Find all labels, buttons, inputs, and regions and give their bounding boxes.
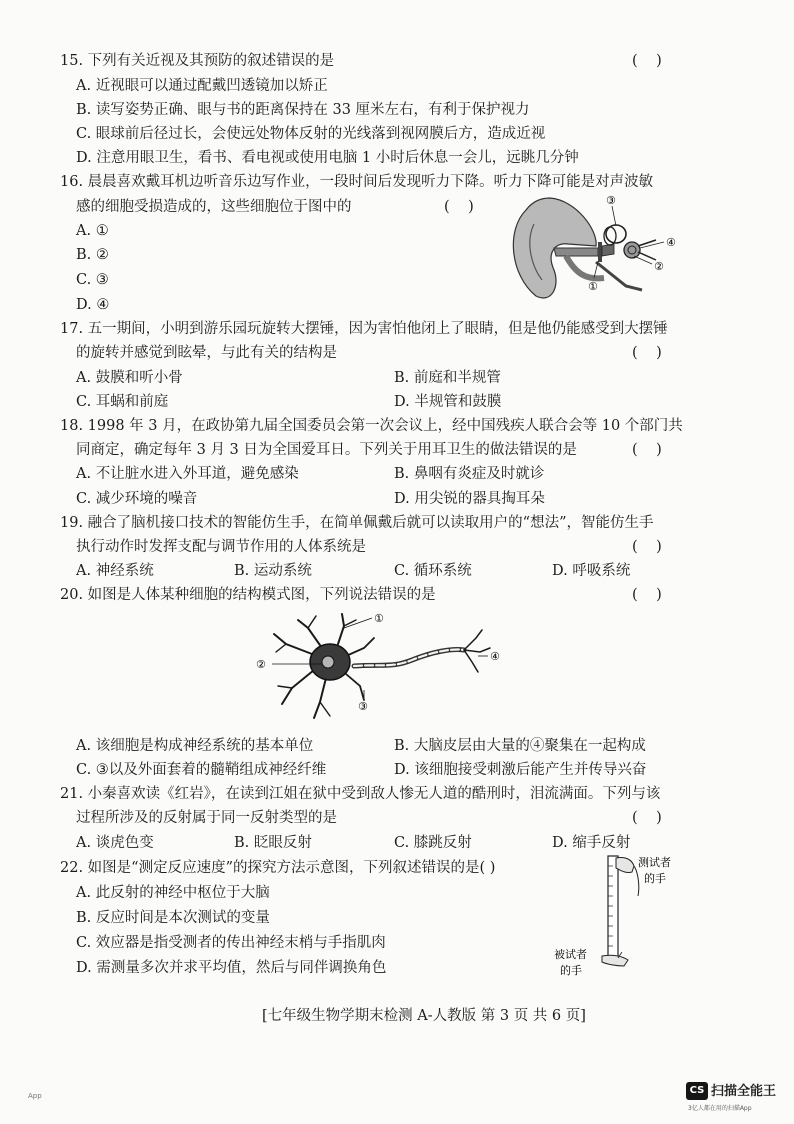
- q17-answer-paren: ( ): [632, 345, 662, 361]
- q22-stem: 22. 如图是“测定反应速度”的探究方法示意图，下列叙述错误的是( ): [60, 860, 496, 876]
- ear-diagram: [506, 190, 686, 304]
- q21-option-c: C. 膝跳反射: [394, 835, 472, 851]
- tested-label-line1: 被试者: [554, 948, 587, 961]
- neuron-label-3: ③: [358, 700, 368, 713]
- q17-option-d: D. 半规管和鼓膜: [394, 394, 502, 410]
- reaction-test-diagram: [552, 852, 702, 978]
- tester-label-line1: 测试者: [638, 856, 671, 869]
- tester-label-line2: 的手: [644, 872, 666, 885]
- q19-option-b: B. 运动系统: [234, 563, 312, 579]
- q19-option-c: C. 循环系统: [394, 563, 472, 579]
- q22-option-c: C. 效应器是指受测者的传出神经末梢与手指肌肉: [76, 935, 386, 951]
- q21-stem-line1: 21. 小秦喜欢读《红岩》，在读到江姐在狱中受到敌人惨无人道的酷刑时，泪流满面。下列与该: [60, 786, 661, 802]
- q19-stem-line1: 19. 融合了脑机接口技术的智能仿生手，在简单佩戴后就可以读取用户的“想法”，智能仿生手: [60, 515, 654, 531]
- q19-option-d: D. 呼吸系统: [552, 563, 631, 579]
- q15-option-a: A. 近视眼可以通过配戴凹透镜加以矫正: [76, 78, 328, 94]
- q22-option-a: A. 此反射的神经中枢位于大脑: [76, 885, 270, 901]
- q19-stem-line2: 执行动作时发挥支配与调节作用的人体系统是: [76, 539, 366, 555]
- neuron-label-4: ④: [490, 650, 500, 663]
- q17-stem-line2: 的旋转并感觉到眩晕，与此有关的结构是: [76, 345, 337, 361]
- q21-option-d: D. 缩手反射: [552, 835, 631, 851]
- q16-option-d: D. ④: [76, 297, 110, 313]
- q18-stem-line2: 同商定，确定每年 3 月 3 日为全国爱耳日。下列关于用耳卫生的做法错误的是: [76, 442, 577, 458]
- tested-label-line2: 的手: [560, 964, 582, 977]
- ear-label-1: ①: [588, 280, 598, 293]
- q18-option-b: B. 鼻咽有炎症及时就诊: [394, 466, 545, 482]
- neuron-diagram: [252, 608, 510, 726]
- ear-label-3: ③: [606, 194, 616, 207]
- q21-stem-line2: 过程所涉及的反射属于同一反射类型的是: [76, 810, 337, 826]
- q17-option-a: A. 鼓膜和听小骨: [76, 370, 183, 386]
- q16-option-b: B. ②: [76, 247, 109, 263]
- q21-option-b: B. 眨眼反射: [234, 835, 312, 851]
- q17-option-b: B. 前庭和半规管: [394, 370, 501, 386]
- q19-answer-paren: ( ): [632, 539, 662, 555]
- q18-option-a: A. 不让脏水进入外耳道，避免感染: [76, 466, 299, 482]
- q17-stem-line1: 17. 五一期间，小明到游乐园玩旋转大摆锤，因为害怕他闭上了眼睛，但是他仍能感受到大摆锤: [60, 321, 668, 337]
- q20-option-a: A. 该细胞是构成神经系统的基本单位: [76, 738, 314, 754]
- neuron-label-2: ②: [256, 658, 266, 671]
- neuron-label-1: ①: [374, 612, 384, 625]
- q17-option-c: C. 耳蜗和前庭: [76, 394, 169, 410]
- q18-stem-line1: 18. 1998 年 3 月，在政协第九届全国委员会第一次会议上，经中国残疾人联合会等 10 个部门共: [60, 418, 683, 434]
- bottom-app-text: App: [28, 1092, 42, 1100]
- q19-option-a: A. 神经系统: [76, 563, 154, 579]
- q20-stem: 20. 如图是人体某种细胞的结构模式图，下列说法错误的是: [60, 587, 436, 603]
- q20-option-b: B. 大脑皮层由大量的④聚集在一起构成: [394, 738, 646, 754]
- q16-answer-paren: ( ): [444, 199, 474, 215]
- page-footer: [七年级生物学期末检测 A-人教版 第 3 页 共 6 页]: [262, 1008, 586, 1024]
- q15-option-b: B. 读写姿势正确、眼与书的距离保持在 33 厘米左右，有利于保护视力: [76, 102, 530, 118]
- q18-option-c: C. 减少环境的噪音: [76, 491, 198, 507]
- ear-label-2: ②: [654, 260, 664, 273]
- q16-option-c: C. ③: [76, 272, 109, 288]
- q18-option-d: D. 用尖锐的器具掏耳朵: [394, 491, 545, 507]
- q16-stem-line2: 感的细胞受损造成的，这些细胞位于图中的: [76, 199, 352, 215]
- q16-stem-line1: 16. 晨晨喜欢戴耳机边听音乐边写作业，一段时间后发现听力下降。听力下降可能是对声波敏: [60, 174, 654, 190]
- q15-option-c: C. 眼球前后径过长，会使远处物体反射的光线落到视网膜后方，造成近视: [76, 126, 546, 142]
- ear-label-4: ④: [666, 236, 676, 249]
- scanner-name: 扫描全能王: [711, 1084, 777, 1099]
- q18-answer-paren: ( ): [632, 442, 662, 458]
- q20-option-d: D. 该细胞接受刺激后能产生并传导兴奋: [394, 762, 647, 778]
- scanner-logo-icon: CS: [686, 1082, 708, 1100]
- q16-option-a: A. ①: [76, 223, 109, 239]
- q15-stem: 15. 下列有关近视及其预防的叙述错误的是: [60, 53, 335, 69]
- q15-answer-paren: ( ): [632, 53, 662, 69]
- scanner-slogan: 3亿人都在用的扫描App: [688, 1105, 752, 1112]
- q15-option-d: D. 注意用眼卫生，看书、看电视或使用电脑 1 小时后休息一会儿，远眺几分钟: [76, 150, 579, 166]
- q22-option-b: B. 反应时间是本次测试的变量: [76, 910, 270, 926]
- q20-answer-paren: ( ): [632, 587, 662, 603]
- q22-option-d: D. 需测量多次并求平均值，然后与同伴调换角色: [76, 960, 387, 976]
- q21-option-a: A. 谈虎色变: [76, 835, 154, 851]
- q20-option-c: C. ③以及外面套着的髓鞘组成神经纤维: [76, 762, 327, 778]
- q21-answer-paren: ( ): [632, 810, 662, 826]
